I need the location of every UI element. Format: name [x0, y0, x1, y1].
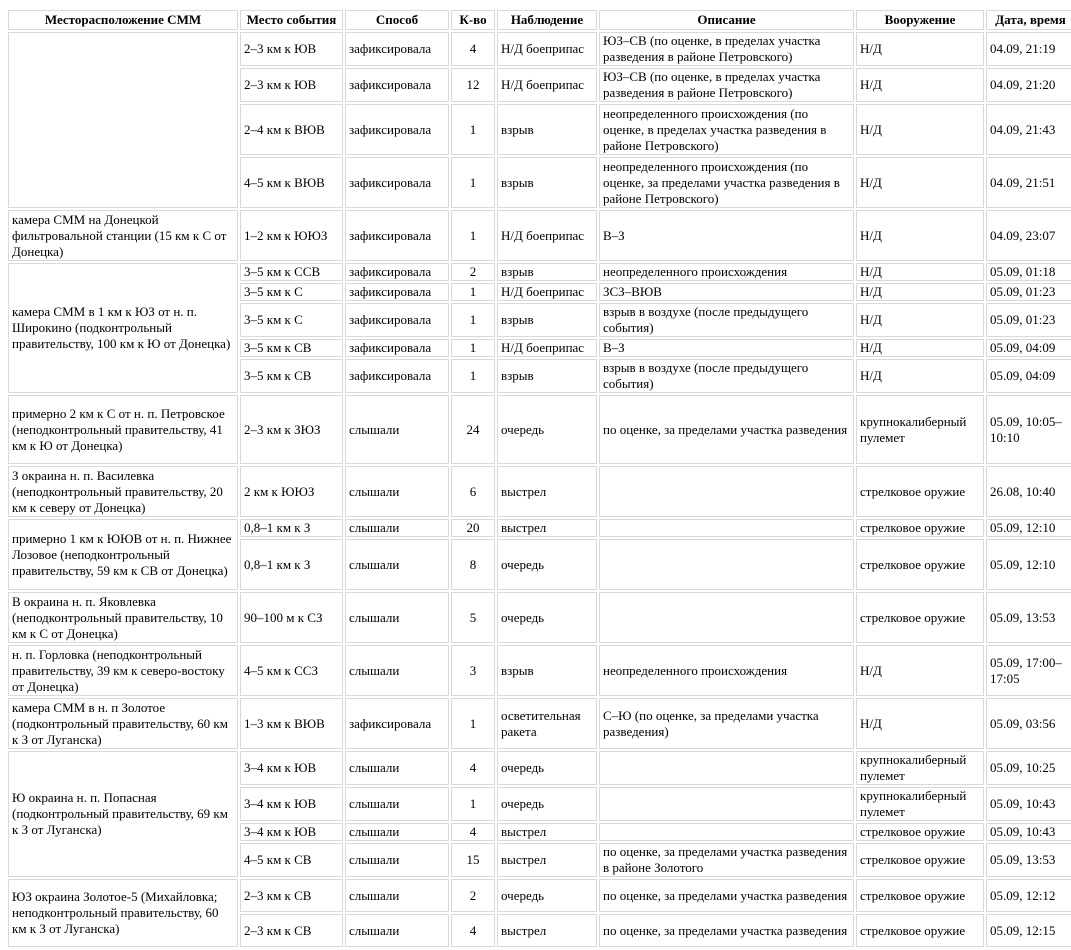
place-cell: 2–3 км к ЮВ — [240, 32, 343, 66]
count-cell: 24 — [451, 395, 495, 464]
description-cell: неопределенного происхождения — [599, 263, 854, 281]
method-cell: зафиксировала — [345, 339, 449, 357]
description-cell — [599, 751, 854, 785]
datetime-cell: 05.09, 10:43 — [986, 787, 1071, 821]
observation-cell: очередь — [497, 879, 597, 912]
weapon-cell: стрелковое оружие — [856, 823, 984, 841]
place-cell: 1–3 км к ВЮВ — [240, 698, 343, 749]
location-cell: В окраина н. п. Яковлевка (неподконтрольный правительству, 10 км к С от Донецка) — [8, 592, 238, 643]
method-cell: слышали — [345, 519, 449, 537]
observation-cell: Н/Д боеприпас — [497, 283, 597, 301]
datetime-cell: 05.09, 12:10 — [986, 519, 1071, 537]
table-row — [8, 210, 1071, 261]
location-cell — [8, 32, 238, 208]
datetime-cell: 04.09, 23:07 — [986, 210, 1071, 261]
method-cell: слышали — [345, 879, 449, 912]
weapon-cell: Н/Д — [856, 104, 984, 155]
table-row — [8, 879, 1071, 912]
observation-cell: Н/Д боеприпас — [497, 210, 597, 261]
datetime-cell: 05.09, 13:53 — [986, 592, 1071, 643]
place-cell: 4–5 км к СВ — [240, 843, 343, 877]
weapon-cell: Н/Д — [856, 283, 984, 301]
table-row — [8, 32, 1071, 66]
weapon-cell: крупнокалиберный пулемет — [856, 395, 984, 464]
observation-cell: очередь — [497, 787, 597, 821]
datetime-cell: 05.09, 01:23 — [986, 303, 1071, 337]
place-cell: 2 км к ЮЮЗ — [240, 466, 343, 517]
table-row — [8, 263, 1071, 281]
observation-cell: очередь — [497, 751, 597, 785]
weapon-cell: Н/Д — [856, 303, 984, 337]
datetime-cell: 05.09, 01:23 — [986, 283, 1071, 301]
method-cell: зафиксировала — [345, 104, 449, 155]
location-cell: камера СММ в 1 км к ЮЗ от н. п. Широкино (подконтрольный правительству, 100 км к Ю от Донецка) — [8, 263, 238, 393]
observation-cell: очередь — [497, 395, 597, 464]
observation-cell: взрыв — [497, 104, 597, 155]
table-row — [8, 466, 1071, 517]
method-cell: слышали — [345, 751, 449, 785]
location-cell: примерно 2 км к С от н. п. Петровское (неподконтрольный правительству, 41 км к Ю от Донецка) — [8, 395, 238, 464]
count-cell: 8 — [451, 539, 495, 590]
place-cell: 2–3 км к ЗЮЗ — [240, 395, 343, 464]
datetime-cell: 04.09, 21:51 — [986, 157, 1071, 208]
description-cell — [599, 466, 854, 517]
place-cell: 3–4 км к ЮВ — [240, 751, 343, 785]
observation-cell: осветительная ракета — [497, 698, 597, 749]
weapon-cell: стрелковое оружие — [856, 592, 984, 643]
method-cell: слышали — [345, 645, 449, 696]
place-cell: 3–5 км к СВ — [240, 359, 343, 393]
description-cell: по оценке, за пределами участка разведения — [599, 914, 854, 947]
method-cell: слышали — [345, 539, 449, 590]
report-table-container — [6, 8, 1067, 949]
place-cell: 2–3 км к ЮВ — [240, 68, 343, 102]
datetime-cell: 04.09, 21:20 — [986, 68, 1071, 102]
method-cell: зафиксировала — [345, 263, 449, 281]
table-row — [8, 645, 1071, 696]
method-cell: зафиксировала — [345, 32, 449, 66]
weapon-cell: Н/Д — [856, 263, 984, 281]
description-cell: неопределенного происхождения (по оценке, в пределах участка разведения в районе Петровского) — [599, 104, 854, 155]
method-cell: слышали — [345, 823, 449, 841]
place-cell: 2–3 км к СВ — [240, 879, 343, 912]
weapon-cell: Н/Д — [856, 68, 984, 102]
observation-cell: очередь — [497, 539, 597, 590]
description-cell: по оценке, за пределами участка разведения — [599, 395, 854, 464]
header-description: Описание — [599, 10, 854, 30]
header-location: Месторасположение СММ — [8, 10, 238, 30]
weapon-cell: Н/Д — [856, 210, 984, 261]
weapon-cell: крупнокалиберный пулемет — [856, 751, 984, 785]
location-cell: Ю окраина н. п. Попасная (подконтрольный правительству, 69 км к З от Луганска) — [8, 751, 238, 877]
table-row — [8, 395, 1071, 464]
description-cell: взрыв в воздухе (после предыдущего события) — [599, 359, 854, 393]
description-cell: по оценке, за пределами участка разведения в районе Золотого — [599, 843, 854, 877]
place-cell: 2–3 км к СВ — [240, 914, 343, 947]
method-cell: зафиксировала — [345, 359, 449, 393]
count-cell: 15 — [451, 843, 495, 877]
count-cell: 1 — [451, 787, 495, 821]
description-cell: взрыв в воздухе (после предыдущего события) — [599, 303, 854, 337]
datetime-cell: 05.09, 03:56 — [986, 698, 1071, 749]
method-cell: слышали — [345, 592, 449, 643]
header-weapon: Вооружение — [856, 10, 984, 30]
method-cell: зафиксировала — [345, 157, 449, 208]
description-cell: ЮЗ–СВ (по оценке, в пределах участка разведения в районе Петровского) — [599, 68, 854, 102]
location-cell: ЮЗ окраина Золотое-5 (Михайловка; неподконтрольный правительству, 60 км к З от Луганска) — [8, 879, 238, 947]
count-cell: 1 — [451, 157, 495, 208]
description-cell — [599, 519, 854, 537]
observation-cell: взрыв — [497, 303, 597, 337]
count-cell: 1 — [451, 698, 495, 749]
table-row — [8, 698, 1071, 749]
location-cell: примерно 1 км к ЮЮВ от н. п. Нижнее Лозовое (неподконтрольный правительству, 59 км к СВ от Донецка) — [8, 519, 238, 590]
ceasefire-violations-table — [6, 8, 1071, 949]
place-cell: 1–2 км к ЮЮЗ — [240, 210, 343, 261]
observation-cell: выстрел — [497, 914, 597, 947]
description-cell: С–Ю (по оценке, за пределами участка разведения) — [599, 698, 854, 749]
count-cell: 1 — [451, 359, 495, 393]
place-cell: 3–5 км к СВ — [240, 339, 343, 357]
count-cell: 4 — [451, 751, 495, 785]
description-cell: В–З — [599, 210, 854, 261]
datetime-cell: 05.09, 10:05–10:10 — [986, 395, 1071, 464]
datetime-cell: 26.08, 10:40 — [986, 466, 1071, 517]
datetime-cell: 05.09, 04:09 — [986, 359, 1071, 393]
method-cell: слышали — [345, 914, 449, 947]
count-cell: 2 — [451, 263, 495, 281]
datetime-cell: 05.09, 12:10 — [986, 539, 1071, 590]
place-cell: 4–5 км к ССЗ — [240, 645, 343, 696]
weapon-cell: Н/Д — [856, 157, 984, 208]
place-cell: 4–5 км к ВЮВ — [240, 157, 343, 208]
datetime-cell: 05.09, 12:12 — [986, 879, 1071, 912]
datetime-cell: 05.09, 04:09 — [986, 339, 1071, 357]
table-row — [8, 519, 1071, 537]
method-cell: слышали — [345, 466, 449, 517]
count-cell: 1 — [451, 104, 495, 155]
method-cell: слышали — [345, 843, 449, 877]
header-count: К-во — [451, 10, 495, 30]
method-cell: зафиксировала — [345, 68, 449, 102]
observation-cell: взрыв — [497, 263, 597, 281]
count-cell: 4 — [451, 823, 495, 841]
datetime-cell: 04.09, 21:19 — [986, 32, 1071, 66]
description-cell: ЮЗ–СВ (по оценке, в пределах участка разведения в районе Петровского) — [599, 32, 854, 66]
place-cell: 3–4 км к ЮВ — [240, 823, 343, 841]
count-cell: 20 — [451, 519, 495, 537]
location-cell: камера СММ на Донецкой фильтровальной станции (15 км к С от Донецка) — [8, 210, 238, 261]
description-cell: неопределенного происхождения — [599, 645, 854, 696]
weapon-cell: стрелковое оружие — [856, 466, 984, 517]
location-cell: камера СММ в н. п Золотое (подконтрольный правительству, 60 км к З от Луганска) — [8, 698, 238, 749]
table-row — [8, 751, 1071, 785]
method-cell: слышали — [345, 787, 449, 821]
weapon-cell: стрелковое оружие — [856, 539, 984, 590]
place-cell: 3–4 км к ЮВ — [240, 787, 343, 821]
description-cell: неопределенного происхождения (по оценке, за пределами участка разведения в районе Петровского) — [599, 157, 854, 208]
weapon-cell: крупнокалиберный пулемет — [856, 787, 984, 821]
place-cell: 0,8–1 км к З — [240, 519, 343, 537]
observation-cell: Н/Д боеприпас — [497, 339, 597, 357]
datetime-cell: 05.09, 10:43 — [986, 823, 1071, 841]
description-cell — [599, 787, 854, 821]
weapon-cell: Н/Д — [856, 339, 984, 357]
place-cell: 3–5 км к ССВ — [240, 263, 343, 281]
method-cell: слышали — [345, 395, 449, 464]
table-row — [8, 592, 1071, 643]
weapon-cell: стрелковое оружие — [856, 879, 984, 912]
observation-cell: Н/Д боеприпас — [497, 32, 597, 66]
header-place: Место события — [240, 10, 343, 30]
datetime-cell: 05.09, 12:15 — [986, 914, 1071, 947]
method-cell: зафиксировала — [345, 698, 449, 749]
description-cell — [599, 823, 854, 841]
header-row — [8, 10, 1071, 30]
table-body — [8, 32, 1071, 947]
datetime-cell: 05.09, 10:25 — [986, 751, 1071, 785]
weapon-cell: Н/Д — [856, 698, 984, 749]
datetime-cell: 04.09, 21:43 — [986, 104, 1071, 155]
weapon-cell: Н/Д — [856, 359, 984, 393]
count-cell: 2 — [451, 879, 495, 912]
location-cell: З окраина н. п. Василевка (неподконтрольный правительству, 20 км к северу от Донецка) — [8, 466, 238, 517]
count-cell: 6 — [451, 466, 495, 517]
datetime-cell: 05.09, 13:53 — [986, 843, 1071, 877]
location-cell: н. п. Горловка (неподконтрольный правительству, 39 км к северо-востоку от Донецка) — [8, 645, 238, 696]
weapon-cell: Н/Д — [856, 32, 984, 66]
place-cell: 2–4 км к ВЮВ — [240, 104, 343, 155]
place-cell: 0,8–1 км к З — [240, 539, 343, 590]
observation-cell: очередь — [497, 592, 597, 643]
count-cell: 12 — [451, 68, 495, 102]
description-cell: ЗСЗ–ВЮВ — [599, 283, 854, 301]
description-cell — [599, 592, 854, 643]
observation-cell: взрыв — [497, 359, 597, 393]
datetime-cell: 05.09, 01:18 — [986, 263, 1071, 281]
weapon-cell: стрелковое оружие — [856, 843, 984, 877]
observation-cell: взрыв — [497, 157, 597, 208]
description-cell — [599, 539, 854, 590]
datetime-cell: 05.09, 17:00–17:05 — [986, 645, 1071, 696]
place-cell: 3–5 км к С — [240, 303, 343, 337]
count-cell: 1 — [451, 303, 495, 337]
count-cell: 1 — [451, 210, 495, 261]
header-datetime: Дата, время — [986, 10, 1071, 30]
weapon-cell: стрелковое оружие — [856, 519, 984, 537]
header-observation: Наблюдение — [497, 10, 597, 30]
observation-cell: выстрел — [497, 519, 597, 537]
method-cell: зафиксировала — [345, 303, 449, 337]
count-cell: 5 — [451, 592, 495, 643]
weapon-cell: Н/Д — [856, 645, 984, 696]
header-method: Способ — [345, 10, 449, 30]
observation-cell: взрыв — [497, 645, 597, 696]
count-cell: 4 — [451, 32, 495, 66]
observation-cell: выстрел — [497, 823, 597, 841]
count-cell: 1 — [451, 283, 495, 301]
description-cell: по оценке, за пределами участка разведения — [599, 879, 854, 912]
method-cell: зафиксировала — [345, 283, 449, 301]
count-cell: 4 — [451, 914, 495, 947]
place-cell: 3–5 км к С — [240, 283, 343, 301]
count-cell: 3 — [451, 645, 495, 696]
count-cell: 1 — [451, 339, 495, 357]
description-cell: В–З — [599, 339, 854, 357]
weapon-cell: стрелковое оружие — [856, 914, 984, 947]
observation-cell: выстрел — [497, 466, 597, 517]
observation-cell: Н/Д боеприпас — [497, 68, 597, 102]
place-cell: 90–100 м к СЗ — [240, 592, 343, 643]
method-cell: зафиксировала — [345, 210, 449, 261]
observation-cell: выстрел — [497, 843, 597, 877]
